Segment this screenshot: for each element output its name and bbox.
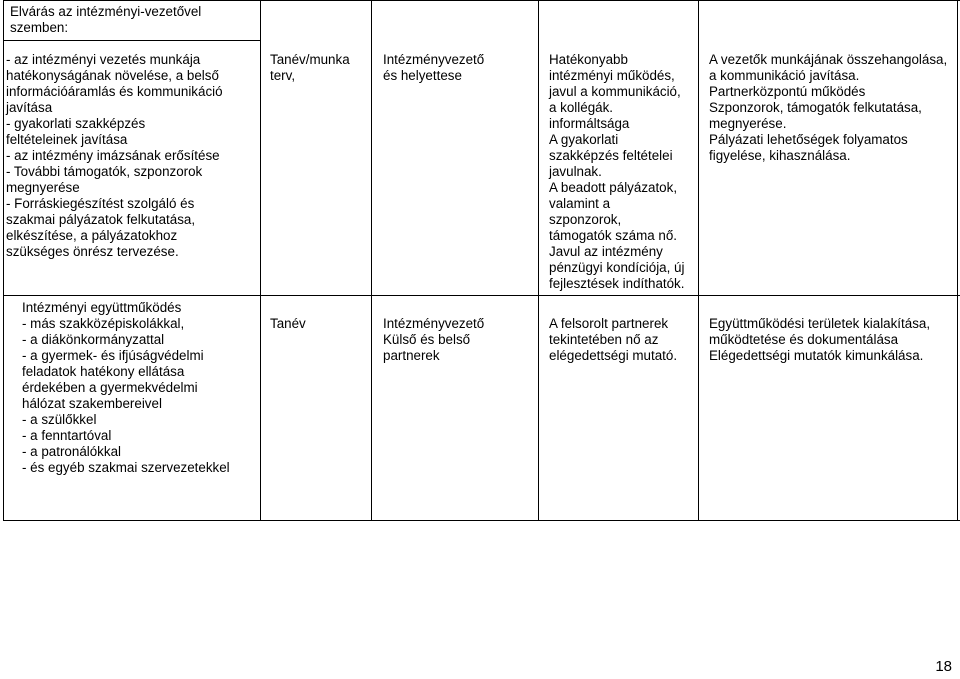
list-item: - az intézmény imázsának erősítése [6,148,220,163]
table-rule [260,0,261,521]
deadline-cell: Tanév [270,316,306,331]
list-item: - a patronálókkal [22,444,121,459]
table-rule [538,0,539,521]
list-item: - a szülőkkel [22,412,97,427]
partners-list [22,316,258,476]
list-item: - az intézményi vezetés munkája hatékonyságának növelése, a belső információáramlás és kommunikáció javítása [6,52,223,115]
tasks-cell: Együttműködési területek kialakítása, működtetése és dokumentálása Elégedettségi mutatók kimunkálása. [709,316,931,363]
list-item: - Forráskiegészítést szolgáló és szakmai pályázatok felkutatása, elkészítése, a pályázatokhoz szükséges önrész tervezése. [6,196,196,259]
header-cell: Elvárás az intézményi-vezetővel szemben: [10,4,202,35]
section-title: Intézményi együttműködés [22,300,182,315]
deadline-cell: Tanév/munka terv, [270,52,350,83]
table-rule [3,0,960,1]
list-item: - más szakközépiskolákkal, [22,316,185,331]
list-item: - a diákönkormányzattal [22,332,165,347]
table-rule [371,0,372,521]
responsible-cell: Intézményvezető és helyettese [383,52,485,83]
list-item: - gyakorlati szakképzés feltételeinek javítása [6,116,146,147]
tasks-cell: A vezetők munkájának összehangolása, a kommunikáció javítása. Partnerközpontú működés Szponzorok, támogatók felkutatása, megnyerése. Pályázati lehetőségek folyamatos figyelése, kihasználása. [709,52,948,163]
list-item: - További támogatók, szponzorok megnyerése [6,164,203,195]
success-criteria-cell: A felsorolt partnerek tekintetében nő az elégedettségi mutató. [549,316,678,363]
table-rule [3,520,960,521]
table-rule [3,295,960,296]
goals-list [6,52,258,260]
success-criteria-cell: Hatékonyabb intézményi működés, javul a kommunikáció, a kollégák. informáltsága A gyakorlati szakképzés feltételei javulnak. A beadott pályázatok, valamint a szponzorok, támogatók száma nő. Javul az intézmény pénzügyi kondíciója, új fejlesztések indíthatók. [549,52,685,291]
list-item: - és egyéb szakmai szervezetekkel [22,460,230,475]
table-rule [3,40,260,41]
page-number: 18 [935,658,952,675]
table-rule [3,0,4,521]
list-item: - a fenntartóval [22,428,112,443]
responsible-cell: Intézményvezető Külső és belső partnerek [383,316,485,363]
table-rule [698,0,699,521]
list-item: - a gyermek- és ifjúságvédelmi feladatok hatékony ellátása érdekében a gyermekvédelmi hálózat szakembereivel [22,348,204,411]
